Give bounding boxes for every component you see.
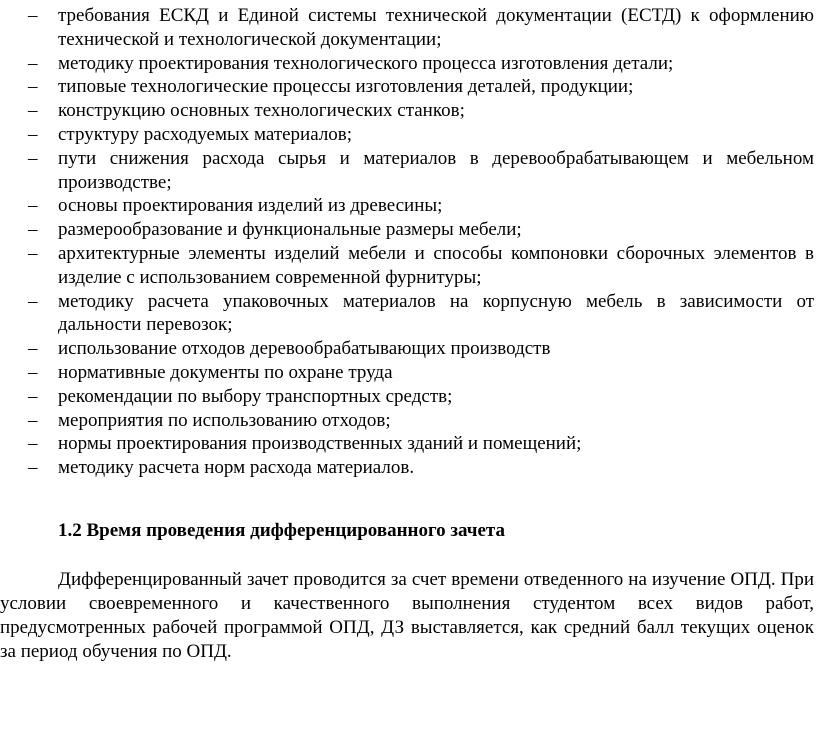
- list-item: [0, 4, 816, 52]
- dash-bullet: –: [28, 123, 38, 145]
- dash-bullet: –: [28, 147, 38, 169]
- list-item-text: конструкцию основных технологических станков;: [58, 100, 465, 122]
- dash-bullet: –: [28, 52, 38, 74]
- list-item-text: пути снижения расхода сырья и материалов в деревообрабатывающем и мебельном производстве;: [58, 147, 814, 193]
- list-item: [0, 194, 816, 218]
- dash-bullet: –: [28, 409, 38, 431]
- list-item-text: методику расчета упаковочных материалов на корпусную мебель в зависимости от дальности перевозок;: [58, 290, 814, 336]
- list-item: [0, 409, 816, 433]
- list-item-text: методику расчета норм расхода материалов.: [58, 457, 415, 479]
- list-item-text: мероприятия по использованию отходов;: [58, 409, 391, 431]
- list-item: [0, 75, 816, 99]
- list-item: [0, 432, 816, 456]
- dash-bullet: –: [28, 433, 38, 455]
- list-item-text: рекомендации по выбору транспортных средств;: [58, 385, 453, 407]
- dash-bullet: –: [28, 76, 38, 98]
- dash-bullet: –: [28, 195, 38, 217]
- list-item: [0, 242, 816, 290]
- dash-bullet: –: [28, 338, 38, 360]
- list-item-text: основы проектирования изделий из древесины;: [58, 195, 443, 217]
- list-item: [0, 361, 816, 385]
- dash-bullet: –: [28, 5, 38, 26]
- list-item-text: нормы проектирования производственных зданий и помещений;: [58, 433, 582, 455]
- section-heading: 1.2 Время проведения дифференцированного зачета: [58, 520, 505, 541]
- list-item-text: использование отходов деревообрабатывающих производств: [58, 338, 551, 360]
- list-item: [0, 385, 816, 409]
- list-item: [0, 456, 816, 480]
- list-item: [0, 290, 816, 338]
- list-item-text: нормативные документы по охране труда: [58, 361, 393, 383]
- list-item-text: методику проектирования технологического процесса изготовления детали;: [58, 52, 674, 74]
- list-item-text: размерообразование и функциональные размеры мебели;: [58, 219, 522, 241]
- list-item: [0, 337, 816, 361]
- section-paragraph: Дифференцированный зачет проводится за счет времени отведенного на изучение ОПД. При условии своевременного и качественного выполнения студентом всех видов работ, предусмотренных рабочей программой ОПД, ДЗ выставляется, как средний балл текущих оценок за период обучения по ОПД.: [0, 569, 814, 662]
- dash-bullet: –: [28, 100, 38, 122]
- list-item-text: структуру расходуемых материалов;: [58, 123, 353, 145]
- list-item: [0, 218, 816, 242]
- requirements-list: [0, 4, 816, 480]
- dash-bullet: –: [28, 361, 38, 383]
- dash-bullet: –: [28, 290, 38, 312]
- dash-bullet: –: [28, 457, 38, 479]
- list-item: [0, 52, 816, 76]
- list-item: [0, 147, 816, 195]
- list-item-text: архитектурные элементы изделий мебели и способы компоновки сборочных элементов в изделие с использованием современной фурнитуры;: [58, 242, 814, 288]
- list-item: [0, 99, 816, 123]
- list-item-text: требования ЕСКД и Единой системы технической документации (ЕСТД) к оформлению технической и технологической документации;: [58, 5, 814, 50]
- list-item-text: типовые технологические процессы изготовления деталей, продукции;: [58, 76, 634, 98]
- list-item: [0, 123, 816, 147]
- dash-bullet: –: [28, 242, 38, 264]
- dash-bullet: –: [28, 385, 38, 407]
- dash-bullet: –: [28, 219, 38, 241]
